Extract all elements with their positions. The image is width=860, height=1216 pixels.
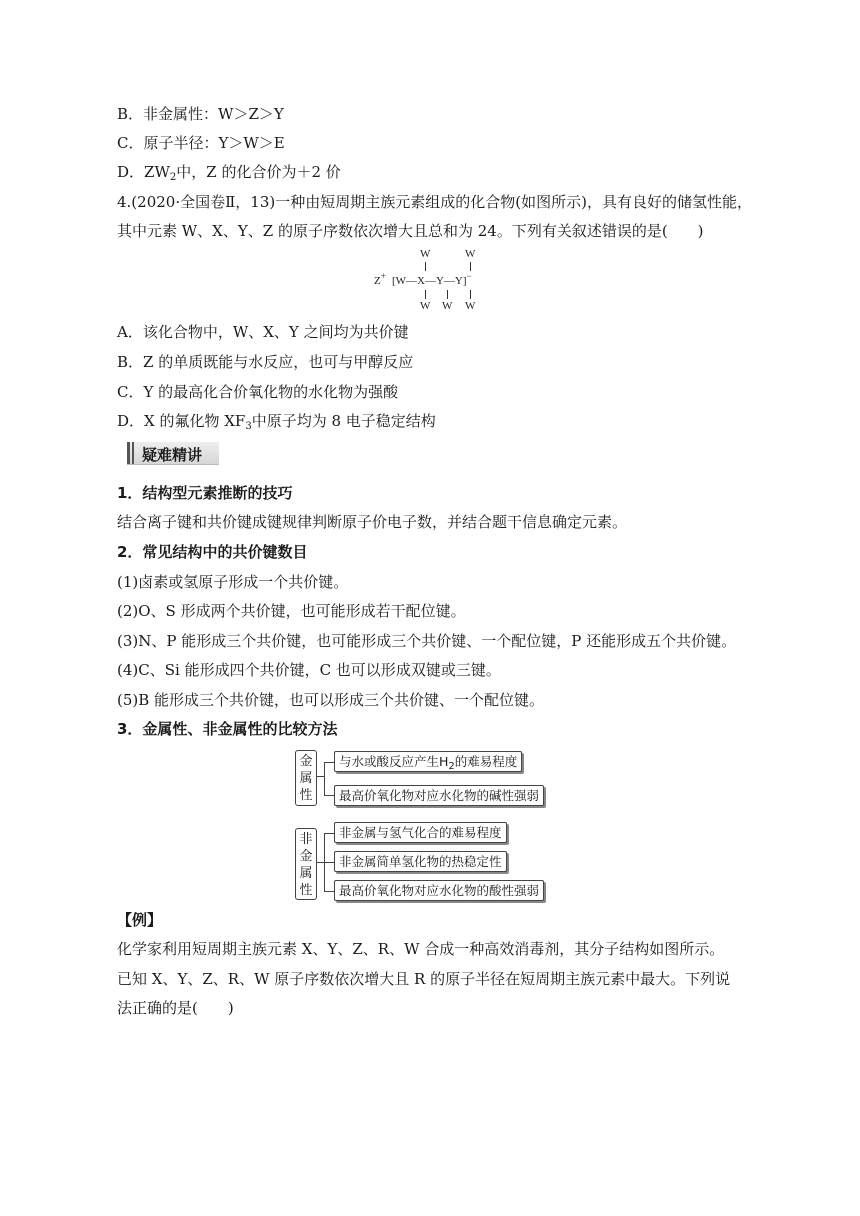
point-2-item-1: (1)卤素或氢原子形成一个共价键。 <box>117 573 349 591</box>
metal-label-box: 金属性 <box>295 750 317 806</box>
atom-w-top-2: W <box>465 248 476 260</box>
structure-diagram <box>370 248 500 318</box>
question-4-option-b: B．Z 的单质既能与水反应，也可与甲醇反应 <box>117 353 414 371</box>
metal-item-1: 与水或酸反应产生$H_2$的难易程度 <box>334 751 522 772</box>
option-b: B．非金属性：W＞Z＞Y <box>117 105 284 123</box>
point-2-heading: 2．常见结构中的共价键数目 <box>117 543 308 561</box>
point-1-heading: 1．结构型元素推断的技巧 <box>117 484 293 502</box>
example-line-2: 已知 X、Y、Z、R、W 原子序数依次增大且 R 的原子半径在短周期主族元素中最大。下列说 <box>117 970 731 988</box>
nonmetal-item-1: 非金属与氢气化合的难易程度 <box>334 822 507 843</box>
point-2-item-5: (5)B 能形成三个共价键，也可以形成三个共价键、一个配位键。 <box>117 691 545 709</box>
question-4-option-d: D．X 的氟化物 $XF_3$中原子均为 8 电子稳定结构 <box>117 412 436 432</box>
point-1-text: 结合离子键和共价键成键规律判断原子价电子数，并结合题干信息确定元素。 <box>117 513 628 531</box>
cation-z: Z+ <box>374 271 386 287</box>
section-heading: 疑难精讲 <box>127 442 219 465</box>
nonmetal-item-3: 最高价氧化物对应水化物的酸性强弱 <box>334 880 544 901</box>
question-4-option-c: C．Y 的最高化合价氧化物的水化物为强酸 <box>117 383 399 401</box>
option-d: D．$ZW_2$中，Z 的化合价为＋2 价 <box>117 163 341 183</box>
atom-w-bottom-3: W <box>465 300 476 312</box>
point-2-item-4: (4)C、Si 能形成四个共价键，C 也可以形成双键或三键。 <box>117 661 501 679</box>
question-4-line-2: 其中元素 W、X、Y、Z 的原子序数依次增大且总和为 24。下列有关叙述错误的是( ) <box>117 222 704 240</box>
example-line-3: 法正确的是( ) <box>117 999 234 1017</box>
point-3-heading: 3．金属性、非金属性的比较方法 <box>117 720 338 738</box>
example-line-1: 化学家利用短周期主族元素 X、Y、Z、R、W 合成一种高效消毒剂，其分子结构如图所示。 <box>117 940 725 958</box>
nonmetal-item-2: 非金属简单氢化物的热稳定性 <box>334 851 507 872</box>
nonmetal-label-box: 非金属性 <box>295 828 317 900</box>
point-2-item-2: (2)O、S 形成两个共价键，也可能形成若干配位键。 <box>117 602 466 620</box>
atom-w-bottom-1: W <box>420 300 431 312</box>
point-2-item-3: (3)N、P 能形成三个共价键，也可能形成三个共价键、一个配位键，P 还能形成五个共价键。 <box>117 632 737 650</box>
anion-chain: [W—X—Y—Y]− <box>392 271 472 287</box>
atom-w-top-1: W <box>420 248 431 260</box>
question-4-line-1: 4.(2020·全国卷Ⅱ，13)一种由短周期主族元素组成的化合物(如图所示)，具有良好的储氢性能， <box>117 193 752 211</box>
option-c: C．原子半径：Y＞W＞E <box>117 134 285 152</box>
atom-w-bottom-2: W <box>442 300 453 312</box>
example-label: 【例】 <box>117 911 163 929</box>
question-4-option-a: A．该化合物中，W、X、Y 之间均为共价键 <box>117 323 409 341</box>
metal-item-2: 最高价氧化物对应水化物的碱性强弱 <box>334 785 544 806</box>
